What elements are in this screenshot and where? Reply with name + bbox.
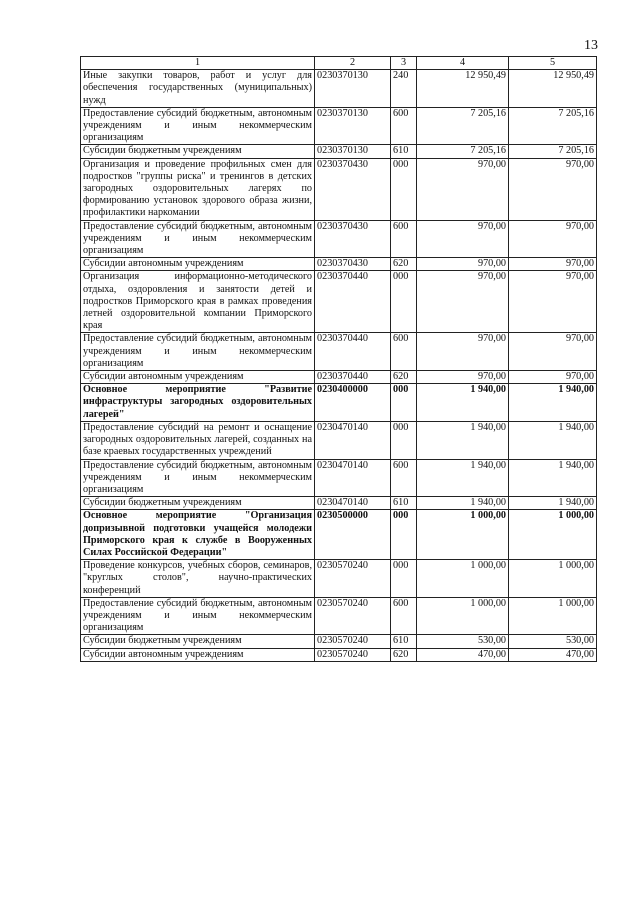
header-col-1: 1	[81, 57, 315, 70]
row-amount-col5-cell: 1 940,00	[509, 459, 597, 497]
row-name-cell: Предоставление субсидий бюджетным, автономным учреждениям и иным некоммерческим организациям	[81, 333, 315, 371]
row-vr-cell: 240	[391, 70, 417, 108]
row-name-cell: Предоставление субсидий бюджетным, автономным учреждениям и иным некоммерческим организациям	[81, 597, 315, 635]
row-vr-cell: 620	[391, 258, 417, 271]
row-code-cell: 0230370440	[315, 333, 391, 371]
row-amount-col5-cell: 1 000,00	[509, 560, 597, 598]
row-vr-cell: 620	[391, 648, 417, 661]
table-row	[81, 220, 597, 258]
table-row	[81, 635, 597, 648]
row-name-cell: Субсидии автономным учреждениям	[81, 648, 315, 661]
table-row	[81, 421, 597, 459]
row-name-cell: Основное мероприятие "Организация допризывной подготовки учащейся молодежи Приморского края к службе в Вооруженных Силах Российской Федерации"	[81, 510, 315, 560]
table-row	[81, 107, 597, 145]
row-code-cell: 0230470140	[315, 459, 391, 497]
row-amount-col4-cell: 1 940,00	[417, 421, 509, 459]
row-code-cell: 0230470140	[315, 421, 391, 459]
row-amount-col4-cell: 1 940,00	[417, 497, 509, 510]
row-code-cell: 0230370440	[315, 271, 391, 333]
row-amount-col4-cell: 970,00	[417, 371, 509, 384]
row-amount-col4-cell: 1 000,00	[417, 510, 509, 560]
row-amount-col4-cell: 970,00	[417, 158, 509, 220]
row-amount-col5-cell: 970,00	[509, 333, 597, 371]
table-body	[81, 70, 597, 662]
row-amount-col4-cell: 7 205,16	[417, 107, 509, 145]
row-amount-col4-cell: 1 000,00	[417, 597, 509, 635]
row-code-cell: 0230500000	[315, 510, 391, 560]
row-name-cell: Проведение конкурсов, учебных сборов, семинаров, "круглых столов", научно-практических конференций	[81, 560, 315, 598]
row-amount-col4-cell: 1 000,00	[417, 560, 509, 598]
row-amount-col4-cell: 970,00	[417, 333, 509, 371]
header-col-3: 3	[391, 57, 417, 70]
row-name-cell: Предоставление субсидий бюджетным, автономным учреждениям и иным некоммерческим организациям	[81, 459, 315, 497]
row-name-cell: Субсидии бюджетным учреждениям	[81, 145, 315, 158]
row-amount-col5-cell: 530,00	[509, 635, 597, 648]
row-code-cell: 0230370130	[315, 70, 391, 108]
table-row	[81, 70, 597, 108]
row-name-cell: Предоставление субсидий бюджетным, автономным учреждениям и иным некоммерческим организациям	[81, 220, 315, 258]
row-code-cell: 0230370130	[315, 145, 391, 158]
table-row	[81, 258, 597, 271]
row-name-cell: Иные закупки товаров, работ и услуг для обеспечения государственных (муниципальных) нужд	[81, 70, 315, 108]
row-vr-cell: 000	[391, 384, 417, 422]
row-vr-cell: 000	[391, 510, 417, 560]
table-row	[81, 510, 597, 560]
row-amount-col4-cell: 970,00	[417, 258, 509, 271]
row-amount-col4-cell: 12 950,49	[417, 70, 509, 108]
row-vr-cell: 610	[391, 635, 417, 648]
row-amount-col4-cell: 530,00	[417, 635, 509, 648]
row-code-cell: 0230400000	[315, 384, 391, 422]
row-vr-cell: 000	[391, 158, 417, 220]
table-header-row	[81, 57, 597, 70]
row-amount-col5-cell: 470,00	[509, 648, 597, 661]
row-amount-col5-cell: 970,00	[509, 258, 597, 271]
row-vr-cell: 600	[391, 459, 417, 497]
row-vr-cell: 600	[391, 107, 417, 145]
page-number: 13	[584, 38, 598, 53]
table-row	[81, 560, 597, 598]
row-name-cell: Субсидии автономным учреждениям	[81, 371, 315, 384]
row-name-cell: Субсидии автономным учреждениям	[81, 258, 315, 271]
row-amount-col4-cell: 1 940,00	[417, 384, 509, 422]
row-amount-col5-cell: 7 205,16	[509, 145, 597, 158]
row-name-cell: Организация и проведение профильных смен для подростков "группы риска" и тренингов в детских загородных оздоровительных лагерях по формированию установок здорового образа жизни, профилактики наркомании	[81, 158, 315, 220]
table-row	[81, 597, 597, 635]
header-col-4: 4	[417, 57, 509, 70]
table-row	[81, 371, 597, 384]
row-amount-col4-cell: 1 940,00	[417, 459, 509, 497]
row-vr-cell: 000	[391, 271, 417, 333]
row-amount-col4-cell: 7 205,16	[417, 145, 509, 158]
row-amount-col5-cell: 1 000,00	[509, 597, 597, 635]
row-code-cell: 0230370130	[315, 107, 391, 145]
row-code-cell: 0230570240	[315, 597, 391, 635]
row-vr-cell: 620	[391, 371, 417, 384]
row-code-cell: 0230470140	[315, 497, 391, 510]
row-amount-col5-cell: 970,00	[509, 220, 597, 258]
row-amount-col5-cell: 1 940,00	[509, 497, 597, 510]
row-vr-cell: 600	[391, 597, 417, 635]
row-amount-col5-cell: 7 205,16	[509, 107, 597, 145]
row-amount-col4-cell: 970,00	[417, 271, 509, 333]
budget-table	[80, 56, 597, 662]
row-amount-col5-cell: 1 000,00	[509, 510, 597, 560]
row-name-cell: Предоставление субсидий бюджетным, автономным учреждениям и иным некоммерческим организациям	[81, 107, 315, 145]
row-vr-cell: 610	[391, 497, 417, 510]
row-amount-col5-cell: 1 940,00	[509, 384, 597, 422]
row-amount-col5-cell: 12 950,49	[509, 70, 597, 108]
header-col-2: 2	[315, 57, 391, 70]
row-code-cell: 0230370430	[315, 220, 391, 258]
row-code-cell: 0230570240	[315, 648, 391, 661]
table-row	[81, 459, 597, 497]
row-vr-cell: 000	[391, 421, 417, 459]
row-code-cell: 0230370430	[315, 258, 391, 271]
row-code-cell: 0230570240	[315, 560, 391, 598]
row-name-cell: Субсидии бюджетным учреждениям	[81, 497, 315, 510]
row-vr-cell: 000	[391, 560, 417, 598]
row-name-cell: Предоставление субсидий на ремонт и оснащение загородных оздоровительных лагерей, созданных на базе краевых государственных учреждений	[81, 421, 315, 459]
table-row	[81, 384, 597, 422]
row-vr-cell: 610	[391, 145, 417, 158]
row-code-cell: 0230570240	[315, 635, 391, 648]
table-row	[81, 271, 597, 333]
row-vr-cell: 600	[391, 220, 417, 258]
row-amount-col4-cell: 970,00	[417, 220, 509, 258]
row-amount-col5-cell: 970,00	[509, 158, 597, 220]
row-amount-col4-cell: 470,00	[417, 648, 509, 661]
table-row	[81, 145, 597, 158]
row-code-cell: 0230370440	[315, 371, 391, 384]
header-col-5: 5	[509, 57, 597, 70]
row-code-cell: 0230370430	[315, 158, 391, 220]
row-name-cell: Субсидии бюджетным учреждениям	[81, 635, 315, 648]
table-row	[81, 497, 597, 510]
table-row	[81, 648, 597, 661]
row-amount-col5-cell: 1 940,00	[509, 421, 597, 459]
row-amount-col5-cell: 970,00	[509, 271, 597, 333]
table-row	[81, 158, 597, 220]
row-name-cell: Организация информационно-методического отдыха, оздоровления и занятости детей и подростков Приморского края в рамках проведения летней оздоровительной компании Приморского края	[81, 271, 315, 333]
table-row	[81, 333, 597, 371]
row-vr-cell: 600	[391, 333, 417, 371]
row-amount-col5-cell: 970,00	[509, 371, 597, 384]
row-name-cell: Основное мероприятие "Развитие инфраструктуры загородных оздоровительных лагерей"	[81, 384, 315, 422]
